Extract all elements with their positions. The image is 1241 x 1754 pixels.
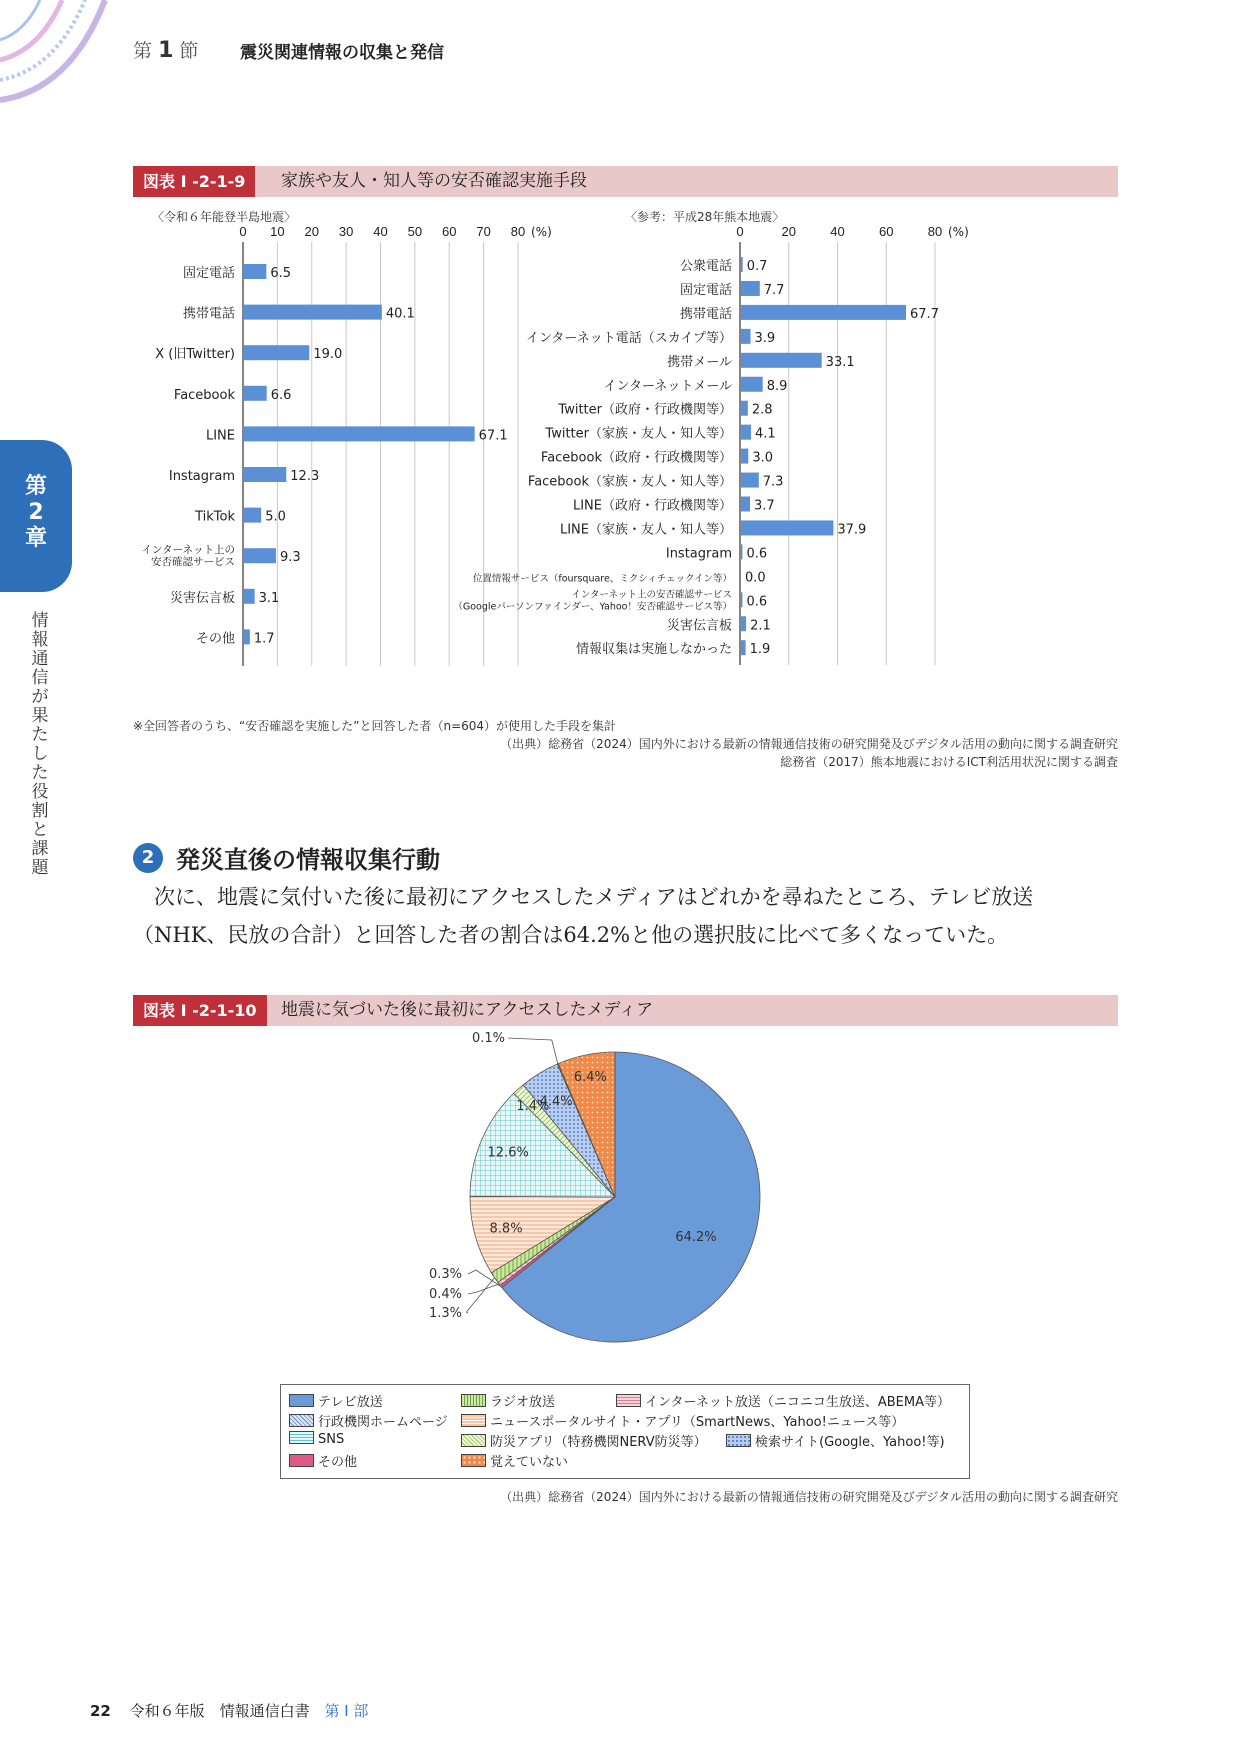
bar — [244, 345, 309, 360]
slice-label: 12.6% — [487, 1145, 529, 1161]
category-label: Facebook — [173, 387, 235, 403]
bar-value-label: 2.8 — [751, 402, 773, 418]
tick-label: 40 — [830, 224, 845, 239]
bar — [244, 426, 475, 441]
tick-label: 80 — [510, 224, 526, 239]
tick-label: 50 — [407, 224, 423, 239]
slice-label: 8.8% — [489, 1221, 523, 1237]
category-label: 携帯メール — [667, 354, 732, 370]
bar — [741, 281, 760, 296]
category-label: 固定電話 — [182, 266, 235, 281]
legend-swatch — [461, 1394, 486, 1407]
legend-item: SNS — [289, 1431, 344, 1447]
bar — [244, 305, 382, 320]
bar — [244, 467, 286, 482]
legend-swatch — [461, 1454, 486, 1467]
category-label: その他 — [195, 631, 235, 647]
slice-label: 64.2% — [675, 1229, 717, 1245]
legend-item: 行政機関ホームページ — [289, 1411, 448, 1430]
bar-value-label: 0.7 — [746, 259, 768, 274]
category-label: インターネット上の安否確認サービス（Googleパーソンファインダー、Yahoo！安否確認サービス等） — [453, 589, 732, 613]
slice-label: 0.3% — [428, 1267, 462, 1282]
bar — [244, 508, 261, 523]
bar — [741, 616, 746, 631]
category-label: インターネット電話（スカイプ等） — [525, 330, 732, 346]
bar-value-label: 1.7 — [253, 631, 275, 647]
bar-value-label: 4.1 — [754, 426, 776, 442]
bar — [741, 640, 746, 655]
media-pie-chart — [380, 1030, 820, 1380]
category-label: LINE — [205, 428, 235, 444]
category-label: 携帯電話 — [182, 306, 235, 322]
bar-value-label: 3.1 — [258, 590, 280, 606]
legend-item: ラジオ放送 — [461, 1391, 555, 1410]
bar-value-label: 3.0 — [752, 450, 773, 466]
page-title: 震災関連情報の収集と発信 — [240, 43, 444, 63]
left-bar-chart — [130, 222, 560, 712]
category-label: TikTok — [195, 509, 235, 525]
bar-value-label: 3.9 — [754, 330, 776, 346]
bar-value-label: 19.0 — [313, 347, 343, 363]
category-label: LINE（家族・友人・知人等） — [559, 522, 732, 538]
legend-item: その他 — [289, 1451, 357, 1470]
corner-decoration — [0, 0, 130, 110]
figure1-source-1: （出典）総務省（2024）国内外における最新の情報通信技術の研究開発及びデジタル活用の動向に関する調査研究 — [500, 737, 1118, 751]
bar-value-label: 67.1 — [478, 428, 508, 444]
legend-item: テレビ放送 — [289, 1391, 383, 1410]
bar — [741, 544, 742, 559]
axis-unit: (%) — [948, 225, 969, 239]
bar — [741, 401, 748, 416]
bar-value-label: 2.1 — [750, 618, 771, 634]
chapter-char-2: 2 — [28, 500, 44, 525]
figure2-header — [133, 995, 1118, 1026]
legend-item: 覚えていない — [461, 1451, 568, 1470]
bar-value-label: 0.0 — [745, 570, 766, 586]
bar-value-label: 8.9 — [766, 378, 788, 394]
bar — [741, 257, 743, 272]
bar-value-label: 7.3 — [762, 474, 784, 490]
axis-unit: (%) — [531, 225, 552, 239]
figure2-title: 地震に気づいた後に最初にアクセスしたメディア — [281, 1000, 654, 1020]
bar — [244, 264, 266, 279]
figure1-note: ※全回答者のうち、“安否確認を実施した”と回答した者（n=604）が使用した手段を集計 — [133, 719, 617, 733]
bar-value-label: 6.6 — [270, 387, 292, 403]
tick-label: 0 — [239, 224, 247, 239]
bar — [741, 449, 748, 464]
legend-item: 防災アプリ（特務機関NERV防災等） — [461, 1431, 707, 1450]
bar-value-label: 0.6 — [746, 594, 768, 610]
tick-label: 60 — [442, 224, 457, 239]
tick-label: 30 — [338, 224, 354, 239]
legend-swatch — [461, 1414, 486, 1427]
category-label: 固定電話 — [679, 282, 732, 298]
bar — [741, 497, 750, 512]
right-chart-caption: 〈参考：平成28年熊本地震〉 — [625, 210, 785, 224]
category-label: Instagram — [665, 546, 732, 562]
part-label: 第 I 部 — [324, 1702, 369, 1720]
pie-legend — [280, 1384, 970, 1479]
chapter-char-1: 第 — [24, 474, 47, 499]
bar — [244, 589, 255, 604]
legend-item: 検索サイト(Google、Yahoo!等) — [726, 1431, 945, 1450]
tick-label: 20 — [781, 224, 796, 239]
legend-item: ニュースポータルサイト・アプリ（SmartNews、Yahoo!ニュース等） — [461, 1411, 904, 1430]
tick-label: 80 — [927, 224, 943, 239]
bar — [741, 353, 822, 368]
category-label: 災害伝言板 — [666, 618, 732, 634]
bar — [741, 305, 906, 320]
bar-value-label: 33.1 — [825, 354, 855, 370]
category-label: Twitter（政府・行政機関等） — [558, 402, 732, 418]
bar — [244, 386, 267, 401]
bar-value-label: 6.5 — [270, 266, 292, 281]
bar-value-label: 40.1 — [385, 306, 415, 322]
bar-value-label: 3.7 — [754, 498, 775, 514]
tick-label: 70 — [476, 224, 491, 239]
section-number: 1 — [158, 38, 174, 63]
page-footer — [90, 1700, 368, 1721]
bar — [741, 520, 833, 535]
bar — [741, 592, 742, 607]
section-prefix: 第 — [133, 40, 153, 62]
bar-value-label: 5.0 — [265, 509, 286, 525]
bar — [244, 548, 276, 563]
bar-value-label: 9.3 — [279, 550, 301, 566]
figure2-number: 図表 I -2-1-10 — [133, 995, 267, 1026]
category-label: 携帯電話 — [679, 306, 732, 322]
leader-line — [468, 1284, 499, 1294]
section-label — [133, 36, 198, 63]
bar-value-label: 1.9 — [749, 642, 771, 658]
leader-line — [466, 1278, 494, 1313]
legend-swatch — [726, 1434, 751, 1447]
legend-swatch — [289, 1414, 314, 1427]
slice-label: 6.4% — [573, 1070, 607, 1086]
figure2-source: （出典）総務省（2024）国内外における最新の情報通信技術の研究開発及びデジタル活用の動向に関する調査研究 — [500, 1490, 1118, 1504]
bar-value-label: 0.6 — [746, 546, 768, 562]
bar-value-label: 7.7 — [763, 282, 785, 298]
figure1-header — [133, 166, 1118, 197]
chapter-tab — [0, 440, 72, 592]
legend-swatch — [289, 1431, 314, 1444]
figure1-number: 図表 I -2-1-9 — [133, 166, 255, 197]
category-label: LINE（政府・行政機関等） — [572, 498, 732, 514]
category-label: X (旧Twitter) — [155, 347, 235, 363]
category-label: Facebook（家族・友人・知人等） — [527, 474, 732, 490]
category-label: インターネット上の安否確認サービス — [141, 544, 235, 569]
legend-swatch — [616, 1394, 641, 1407]
page-number: 22 — [90, 1702, 111, 1720]
slice-label: 0.4% — [428, 1287, 462, 1302]
legend-swatch — [461, 1434, 486, 1447]
category-label: Facebook（政府・行政機関等） — [540, 450, 732, 466]
tick-label: 20 — [304, 224, 319, 239]
category-label: Twitter（家族・友人・知人等） — [545, 426, 732, 442]
body-paragraph: 次に、地震に気付いた後に最初にアクセスしたメディアはどれかを尋ねたところ、テレビ放送（NHK、民放の合計）と回答した者の割合は64.2%と他の選択肢に比べて多くなっていた。 — [133, 885, 1034, 947]
category-label: Instagram — [168, 469, 235, 484]
category-label: 情報収集は実施しなかった — [575, 642, 732, 658]
section-number-badge: 2 — [133, 843, 163, 873]
bar — [741, 473, 759, 488]
figure1-title: 家族や友人・知人等の安否確認実施手段 — [281, 171, 587, 191]
figure1-source-2: 総務省（2017）熊本地震におけるICT利活用状況に関する調査 — [780, 755, 1118, 769]
legend-swatch — [289, 1394, 314, 1407]
section-heading: 発災直後の情報収集行動 — [176, 846, 440, 874]
bar — [741, 425, 751, 440]
book-title: 令和６年版 情報通信白書 — [129, 1702, 310, 1720]
category-label: インターネットメール — [603, 378, 732, 394]
bar-value-label: 12.3 — [290, 469, 320, 484]
category-label: 位置情報サービス（foursquare、ミクシィチェックイン等） — [472, 573, 732, 585]
leader-line — [508, 1038, 558, 1064]
slice-label: 1.3% — [428, 1306, 462, 1321]
category-label: 公衆電話 — [679, 259, 732, 274]
chapter-title-vertical: 情報通信が果たした役割と課題 — [31, 611, 49, 878]
tick-label: 40 — [373, 224, 388, 239]
bar — [741, 329, 751, 344]
left-chart-caption: 〈令和６年能登半島地震〉 — [152, 210, 297, 224]
bar-value-label: 37.9 — [837, 522, 867, 538]
tick-label: 0 — [736, 224, 744, 239]
bar — [244, 629, 250, 644]
slice-label: 1.4% — [516, 1099, 550, 1115]
legend-swatch — [289, 1454, 314, 1467]
section-suffix: 節 — [179, 40, 199, 62]
legend-item: インターネット放送（ニコニコ生放送、ABEMA等） — [616, 1391, 950, 1410]
bar — [741, 377, 763, 392]
slice-label: 0.1% — [471, 1031, 505, 1046]
slice-label: 4.4% — [539, 1094, 573, 1110]
tick-label: 10 — [270, 224, 285, 239]
bar-value-label: 67.7 — [910, 306, 939, 322]
chapter-char-3: 章 — [24, 526, 47, 551]
tick-label: 60 — [879, 224, 894, 239]
category-label: 災害伝言板 — [169, 590, 235, 606]
